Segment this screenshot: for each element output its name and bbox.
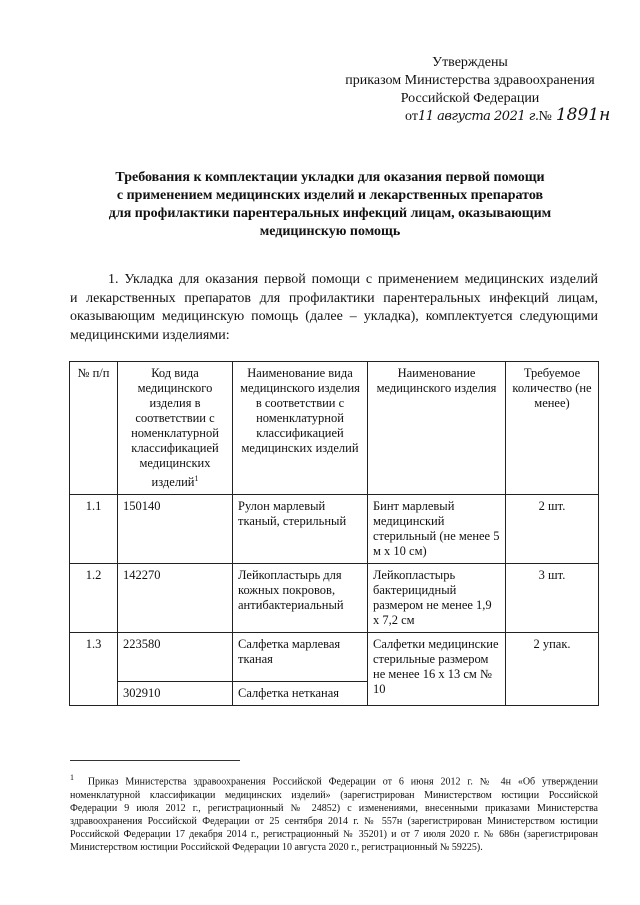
cell-item-name: Салфетки медицинские стерильные размером не менее 16 х 13 см № 10 [368,633,506,706]
footnote-line-5: Российской Федерации 17 декабря 2014 г., регистрационный № 35201) и от 7 июля 2020 г. № 686н (зарегистрирован [70,829,598,841]
table-row [70,564,599,633]
handwritten-order-date: 11 августа 2021 г. [417,109,539,124]
header-type-name: Наименование вида медицинского изделия в соответствии с номенклатурной классификацией медицинских изделий [233,362,368,495]
paragraph-line-2: и лекарственных препаратов для профилактики парентеральных инфекций лицам, [70,290,598,306]
approval-line-2: приказом Министерства здравоохранения [345,73,595,88]
cell-num: 1.2 [70,564,118,633]
order-prefix: от [405,109,418,124]
paragraph-1 [70,271,598,345]
approval-line-3: Российской Федерации [400,91,540,106]
table-header-row [70,362,599,495]
cell-code: 142270 [118,564,233,633]
cell-type-name: Салфетка марлевая тканая [233,633,368,682]
cell-quantity: 2 упак. [506,633,599,706]
title-line-4: медицинскую помощь [259,224,401,239]
footnote-line-2: номенклатурной классификации медицинских изделий» (зарегистрирован Министерством юстиции Российской [70,789,598,801]
cell-item-name: Лейкопластырь бактерицидный размером не менее 1,9 х 7,2 см [368,564,506,633]
title-line-1: Требования к комплектации укладки для оказания первой помощи [115,170,545,185]
header-code: Код вида медицинского изделия в соответствии с номенклатурной классификацией медицинских изделий$^1$ [118,362,233,495]
cell-code: 302910 [118,682,233,706]
approval-line-1: Утверждены [432,55,508,70]
order-number-label: № [538,109,552,124]
cell-item-name: Бинт марлевый медицинский стерильный (не менее 5 м х 10 см) [368,495,506,564]
footnote-line-4: здравоохранения Российской Федерации от 25 сентября 2014 г. № 557н (зарегистрирован Министерством юстиции [70,815,598,827]
title-line-2: с применением медицинских изделий и лекарственных препаратов [116,188,544,203]
footnote-ref: 1 [194,474,199,483]
footnote-line-6: Министерством юстиции Российской Федерации 10 августа 2020 г., регистрационный № 59225). [70,842,483,854]
header-num: № п/п [70,362,118,495]
footnote [70,771,598,855]
approval-block [330,54,610,108]
paragraph-line-3: оказывающим медицинскую помощь (далее – укладка), комплектуется следующими [70,309,598,324]
cell-code: 223580 [118,633,233,682]
table-row [70,495,599,564]
footnote-mark: 1 [70,773,74,782]
handwritten-order-number: 1891н [555,105,611,125]
document-title [80,169,580,241]
footnote-line-3: Федерации 9 июля 2012 г., регистрационный № 24852) с изменениями, внесенными приказами Министерства [70,802,598,814]
kit-requirements-table [69,361,599,706]
cell-num: 1.3 [70,633,118,706]
paragraph-line-4: медицинскими изделиями: [70,327,230,343]
title-line-3: для профилактики парентеральных инфекций лицам, оказывающим [108,206,552,221]
cell-quantity: 2 шт. [506,495,599,564]
table-row [70,633,599,682]
header-quantity: Требуемое количество (не менее) [506,362,599,495]
footnote-divider [70,760,240,761]
order-line [405,105,610,125]
header-item-name: Наименование медицинского изделия [368,362,506,495]
paragraph-line-1: 1. Укладка для оказания первой помощи с применением медицинских изделий [108,272,598,287]
footnote-line-1: $^1$ Приказ Министерства здравоохранения Российской Федерации от 6 июня 2012 г. № 4н «Об утверждении [70,773,599,788]
cell-num: 1.1 [70,495,118,564]
cell-type-name: Лейкопластырь для кожных покровов, антибактериальный [233,564,368,633]
cell-code: 150140 [118,495,233,564]
cell-type-name: Рулон марлевый тканый, стерильный [233,495,368,564]
cell-quantity: 3 шт. [506,564,599,633]
cell-type-name: Салфетка нетканая [233,682,368,706]
